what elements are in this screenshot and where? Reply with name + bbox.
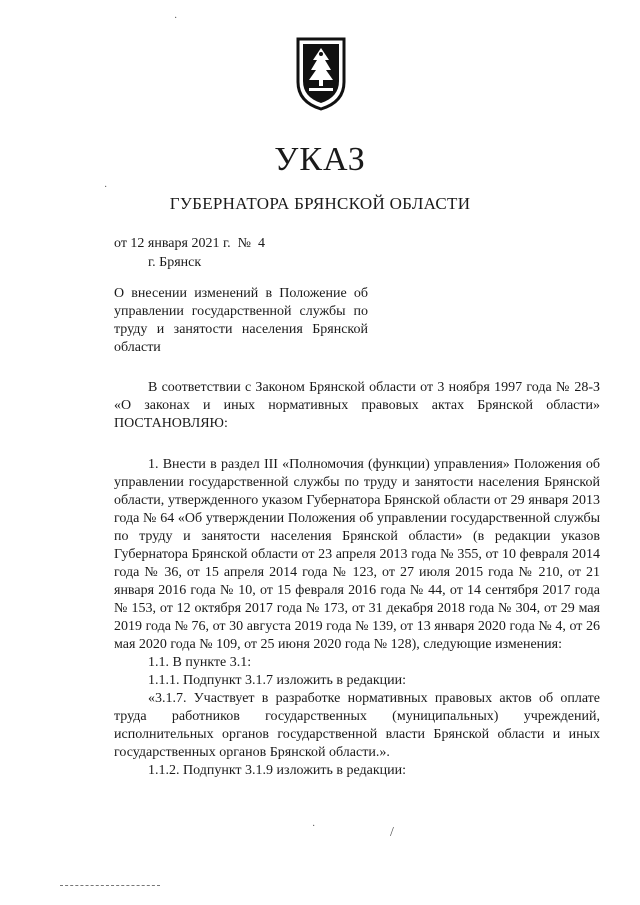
decree-date-number: от 12 января 2021 г. № 4 <box>114 236 265 251</box>
document-subtitle: ГУБЕРНАТОРА БРЯНСКОЙ ОБЛАСТИ <box>169 194 471 213</box>
scan-mark: / <box>390 825 394 840</box>
preamble-paragraph: В соответствии с Законом Брянской области от 3 ноября 1997 года № 28-З «О законах и иных нормативных правовых актах Брянской области» ПОСТАНОВЛЯЮ: <box>114 380 600 431</box>
clause-1-1-2-paragraph: 1.1.2. Подпункт 3.1.9 изложить в редакции: <box>148 763 407 778</box>
scan-line <box>60 885 160 886</box>
scan-mark: · <box>104 182 108 193</box>
document-title: УКАЗ <box>274 141 366 178</box>
document-body <box>114 379 600 780</box>
clause-1-paragraph: 1. Внести в раздел III «Полномочия (функции) управления» Положения об управлении государственной службы по труду и занятости населения Брянской области, утвержденного указом Губернатора Брянской области от 29 января 2013 года № 64 «Об утверждении Положения об управлении государственной службы по труду и занятости населения Брянской области» (в редакции указов Губернатора Брянской области от 23 апреля 2013 года № 355, от 10 февраля 2014 года № 36, от 15 апреля 2014 года № 123, от 27 июля 2015 года № 210, от 21 января 2016 года № 10, от 15 февраля 2016 года № 44, от 14 сентября 2017 года № 153, от 12 октября 2017 года № 173, от 31 декабря 2018 года № 304, от 29 мая 2019 года № 76, от 30 августа 2019 года № 139, от 13 января 2020 года № 4, от 26 мая 2020 года № 109, от 25 июня 2020 года № 128), следующие изменения: <box>114 457 600 652</box>
clause-1-1-1-paragraph: 1.1.1. Подпункт 3.1.7 изложить в редакции: <box>148 673 407 688</box>
scan-mark: · <box>312 821 316 832</box>
decree-subject: О внесении изменений в Положение об управлении государственной службы по труду и занятости населения Брянской области <box>114 286 368 355</box>
coat-of-arms-icon <box>295 36 347 112</box>
decree-city: г. Брянск <box>148 255 202 270</box>
clause-1-1-paragraph: 1.1. В пункте 3.1: <box>148 655 252 670</box>
subclause-3-1-7-text: «3.1.7. Участвует в разработке нормативных правовых актов об оплате труда работников государственных (муниципальных) учреждений, исполнительных органов государственной власти Брянской области и иных государственных органов Брянской области.». <box>114 691 600 760</box>
scan-mark: · <box>174 13 178 24</box>
